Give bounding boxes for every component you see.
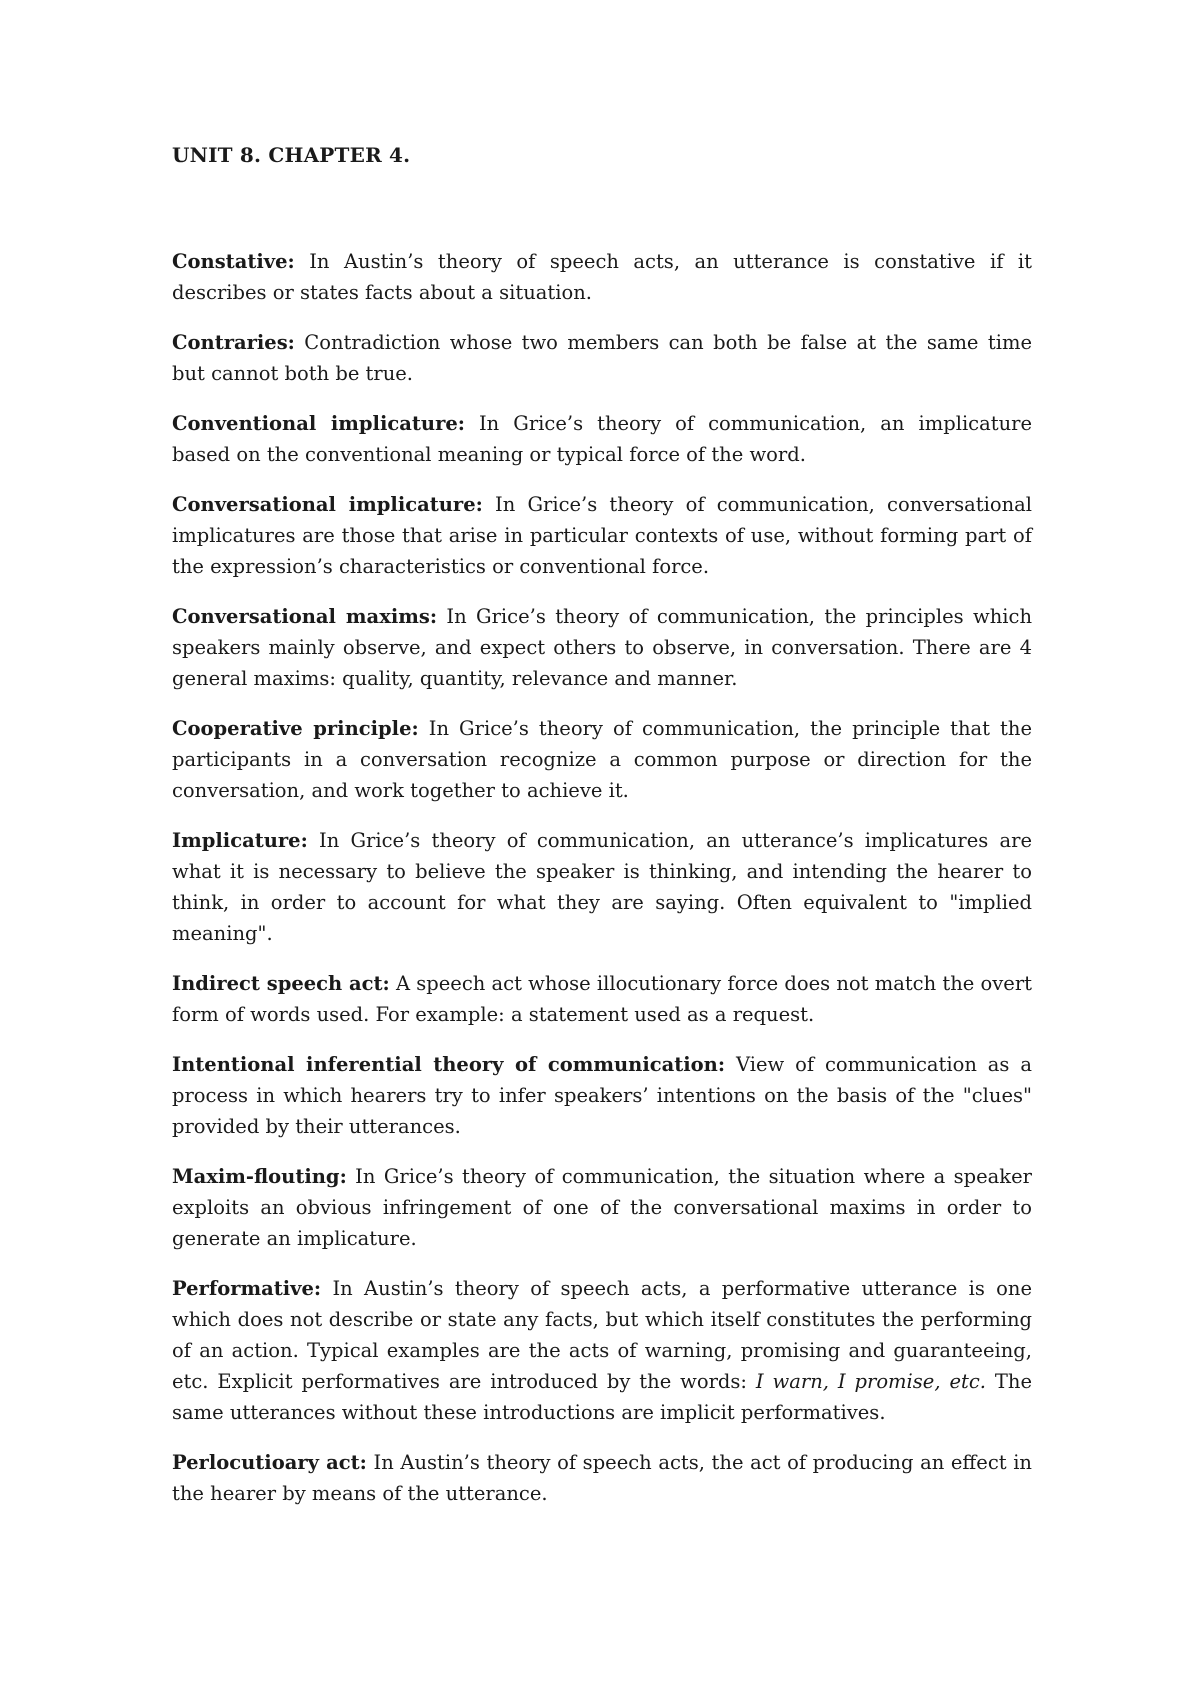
glossary-definition-continued: The same utterances without these introductions are implicit performatives.	[172, 1370, 1033, 1424]
glossary-definition: In Grice’s theory of communication, an utterance’s implicatures are what it is necessary to believe the speaker is thinking, and intending the hearer to think, in order to account for what they are saying. Often equivalent to "implied meaning".	[172, 829, 1032, 945]
glossary-definition: In Austin’s theory of speech acts, a performative utterance is one which does not describe or state any facts, but which itself constitutes the performing of an action. Typical examples are the acts of warning, promising and guaranteeing, etc. Explicit performatives are introduced by the words:	[172, 1277, 1033, 1393]
glossary-term: Perlocutioary act:	[172, 1451, 367, 1474]
glossary-entry	[172, 1161, 1032, 1254]
glossary-entry	[172, 825, 1032, 949]
glossary-entry	[172, 1273, 1032, 1428]
glossary-entry	[172, 1049, 1032, 1142]
glossary-entry	[172, 246, 1032, 308]
glossary-definition: In Grice’s theory of communication, conversational implicatures are those that arise in particular contexts of use, without forming part of the expression’s characteristics or conventional force.	[172, 493, 1033, 578]
glossary-entry	[172, 408, 1032, 470]
glossary-entry	[172, 1447, 1032, 1509]
glossary-example-italic: I warn, I promise, etc.	[755, 1370, 986, 1393]
glossary-term: Cooperative principle:	[172, 717, 419, 740]
glossary-term: Performative:	[172, 1277, 322, 1300]
glossary-definition: In Austin’s theory of speech acts, the act of producing an effect in the hearer by means of the utterance.	[172, 1451, 1032, 1505]
glossary-definition: In Austin’s theory of speech acts, an utterance is constative if it describes or states facts about a situation.	[172, 250, 1032, 304]
glossary-term: Constative:	[172, 250, 295, 273]
page-title: UNIT 8. CHAPTER 4.	[172, 143, 411, 167]
glossary-term: Indirect speech act:	[172, 972, 390, 995]
glossary-entry	[172, 601, 1032, 694]
glossary-definition: A speech act whose illocutionary force does not match the overt form of words used. For example: a statement used as a request.	[172, 972, 1033, 1026]
glossary-entry	[172, 968, 1032, 1030]
glossary-entry	[172, 713, 1032, 806]
glossary-entry	[172, 327, 1032, 389]
glossary-definition: In Grice’s theory of communication, an implicature based on the conventional meaning or typical force of the word.	[172, 412, 1032, 466]
glossary-definition: In Grice’s theory of communication, the principles which speakers mainly observe, and expect others to observe, in conversation. There are 4 general maxims: quality, quantity, relevance and manner.	[172, 605, 1032, 690]
glossary-definition: In Grice’s theory of communication, the principle that the participants in a conversation recognize a common purpose or direction for the conversation, and work together to achieve it.	[172, 717, 1032, 802]
glossary-definition: In Grice’s theory of communication, the situation where a speaker exploits an obvious infringement of one of the conversational maxims in order to generate an implicature.	[172, 1165, 1032, 1250]
glossary-definition: View of communication as a process in which hearers try to infer speakers’ intentions on the basis of the "clues" provided by their utterances.	[172, 1053, 1032, 1138]
glossary-term: Contraries:	[172, 331, 295, 354]
glossary-term: Conversational maxims:	[172, 605, 438, 628]
document-page	[172, 140, 1032, 1528]
glossary-entry	[172, 489, 1032, 582]
glossary-term: Conventional implicature:	[172, 412, 465, 435]
glossary-term: Intentional inferential theory of communication:	[172, 1053, 726, 1076]
glossary-term: Implicature:	[172, 829, 308, 852]
glossary-term: Maxim-flouting:	[172, 1165, 347, 1188]
glossary-definition: Contradiction whose two members can both be false at the same time but cannot both be true.	[172, 331, 1032, 385]
glossary-term: Conversational implicature:	[172, 493, 483, 516]
